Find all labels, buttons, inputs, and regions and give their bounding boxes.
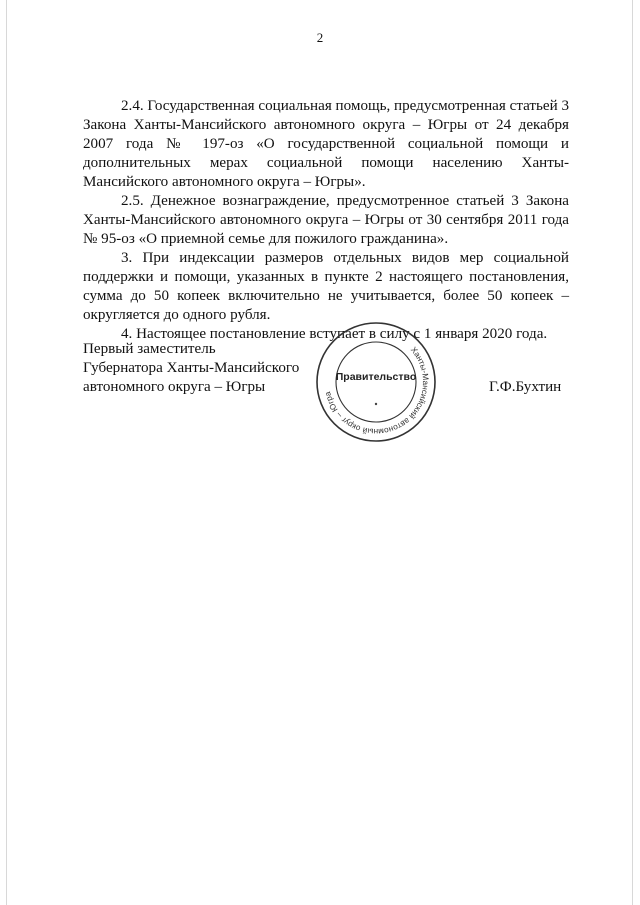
signatory-position [83, 340, 299, 397]
document-body [83, 97, 569, 344]
paragraph-2-4: 2.4. Государственная социальная помощь, предусмотренная статьей 3 Закона Ханты-Мансийского автономного округа – Югры от 24 декабря 2007 года № 197-оз «О государственной социальной помощи и дополнительных мерах социальной помощи населению Ханты-Мансийского автономного округа – Югры». [83, 98, 569, 190]
page-number: 2 [316, 30, 324, 45]
official-seal [314, 320, 438, 444]
position-line: Губернатора Ханты-Мансийского [83, 360, 300, 376]
paragraph-3: 3. При индексации размеров отдельных видов мер социальной поддержки и помощи, указанных в пункте 2 настоящего постановления, сумма до 50 копеек включительно не учитывается, более 50 копеек – округляется до одного рубля. [83, 250, 569, 323]
position-line: Первый заместитель [83, 341, 216, 357]
position-line: автономного округа – Югры [83, 379, 266, 395]
seal-ring-text: Ханты-Мансийский автономный округ – Югра [323, 345, 431, 437]
scan-edge-right [632, 0, 633, 905]
seal-dot [375, 403, 377, 405]
paragraph-2-5: 2.5. Денежное вознаграждение, предусмотренное статьей 3 Закона Ханты-Мансийского автономного округа – Югры от 30 сентября 2011 года № 95-оз «О приемной семье для пожилого гражданина». [83, 193, 569, 247]
scan-edge-left [6, 0, 7, 905]
signatory-name: Г.Ф.Бухтин [489, 379, 562, 395]
seal-center-text: Правительство [335, 371, 417, 383]
paragraph-4: 4. Настоящее постановление вступает в силу с 1 января 2020 года. [121, 326, 548, 342]
